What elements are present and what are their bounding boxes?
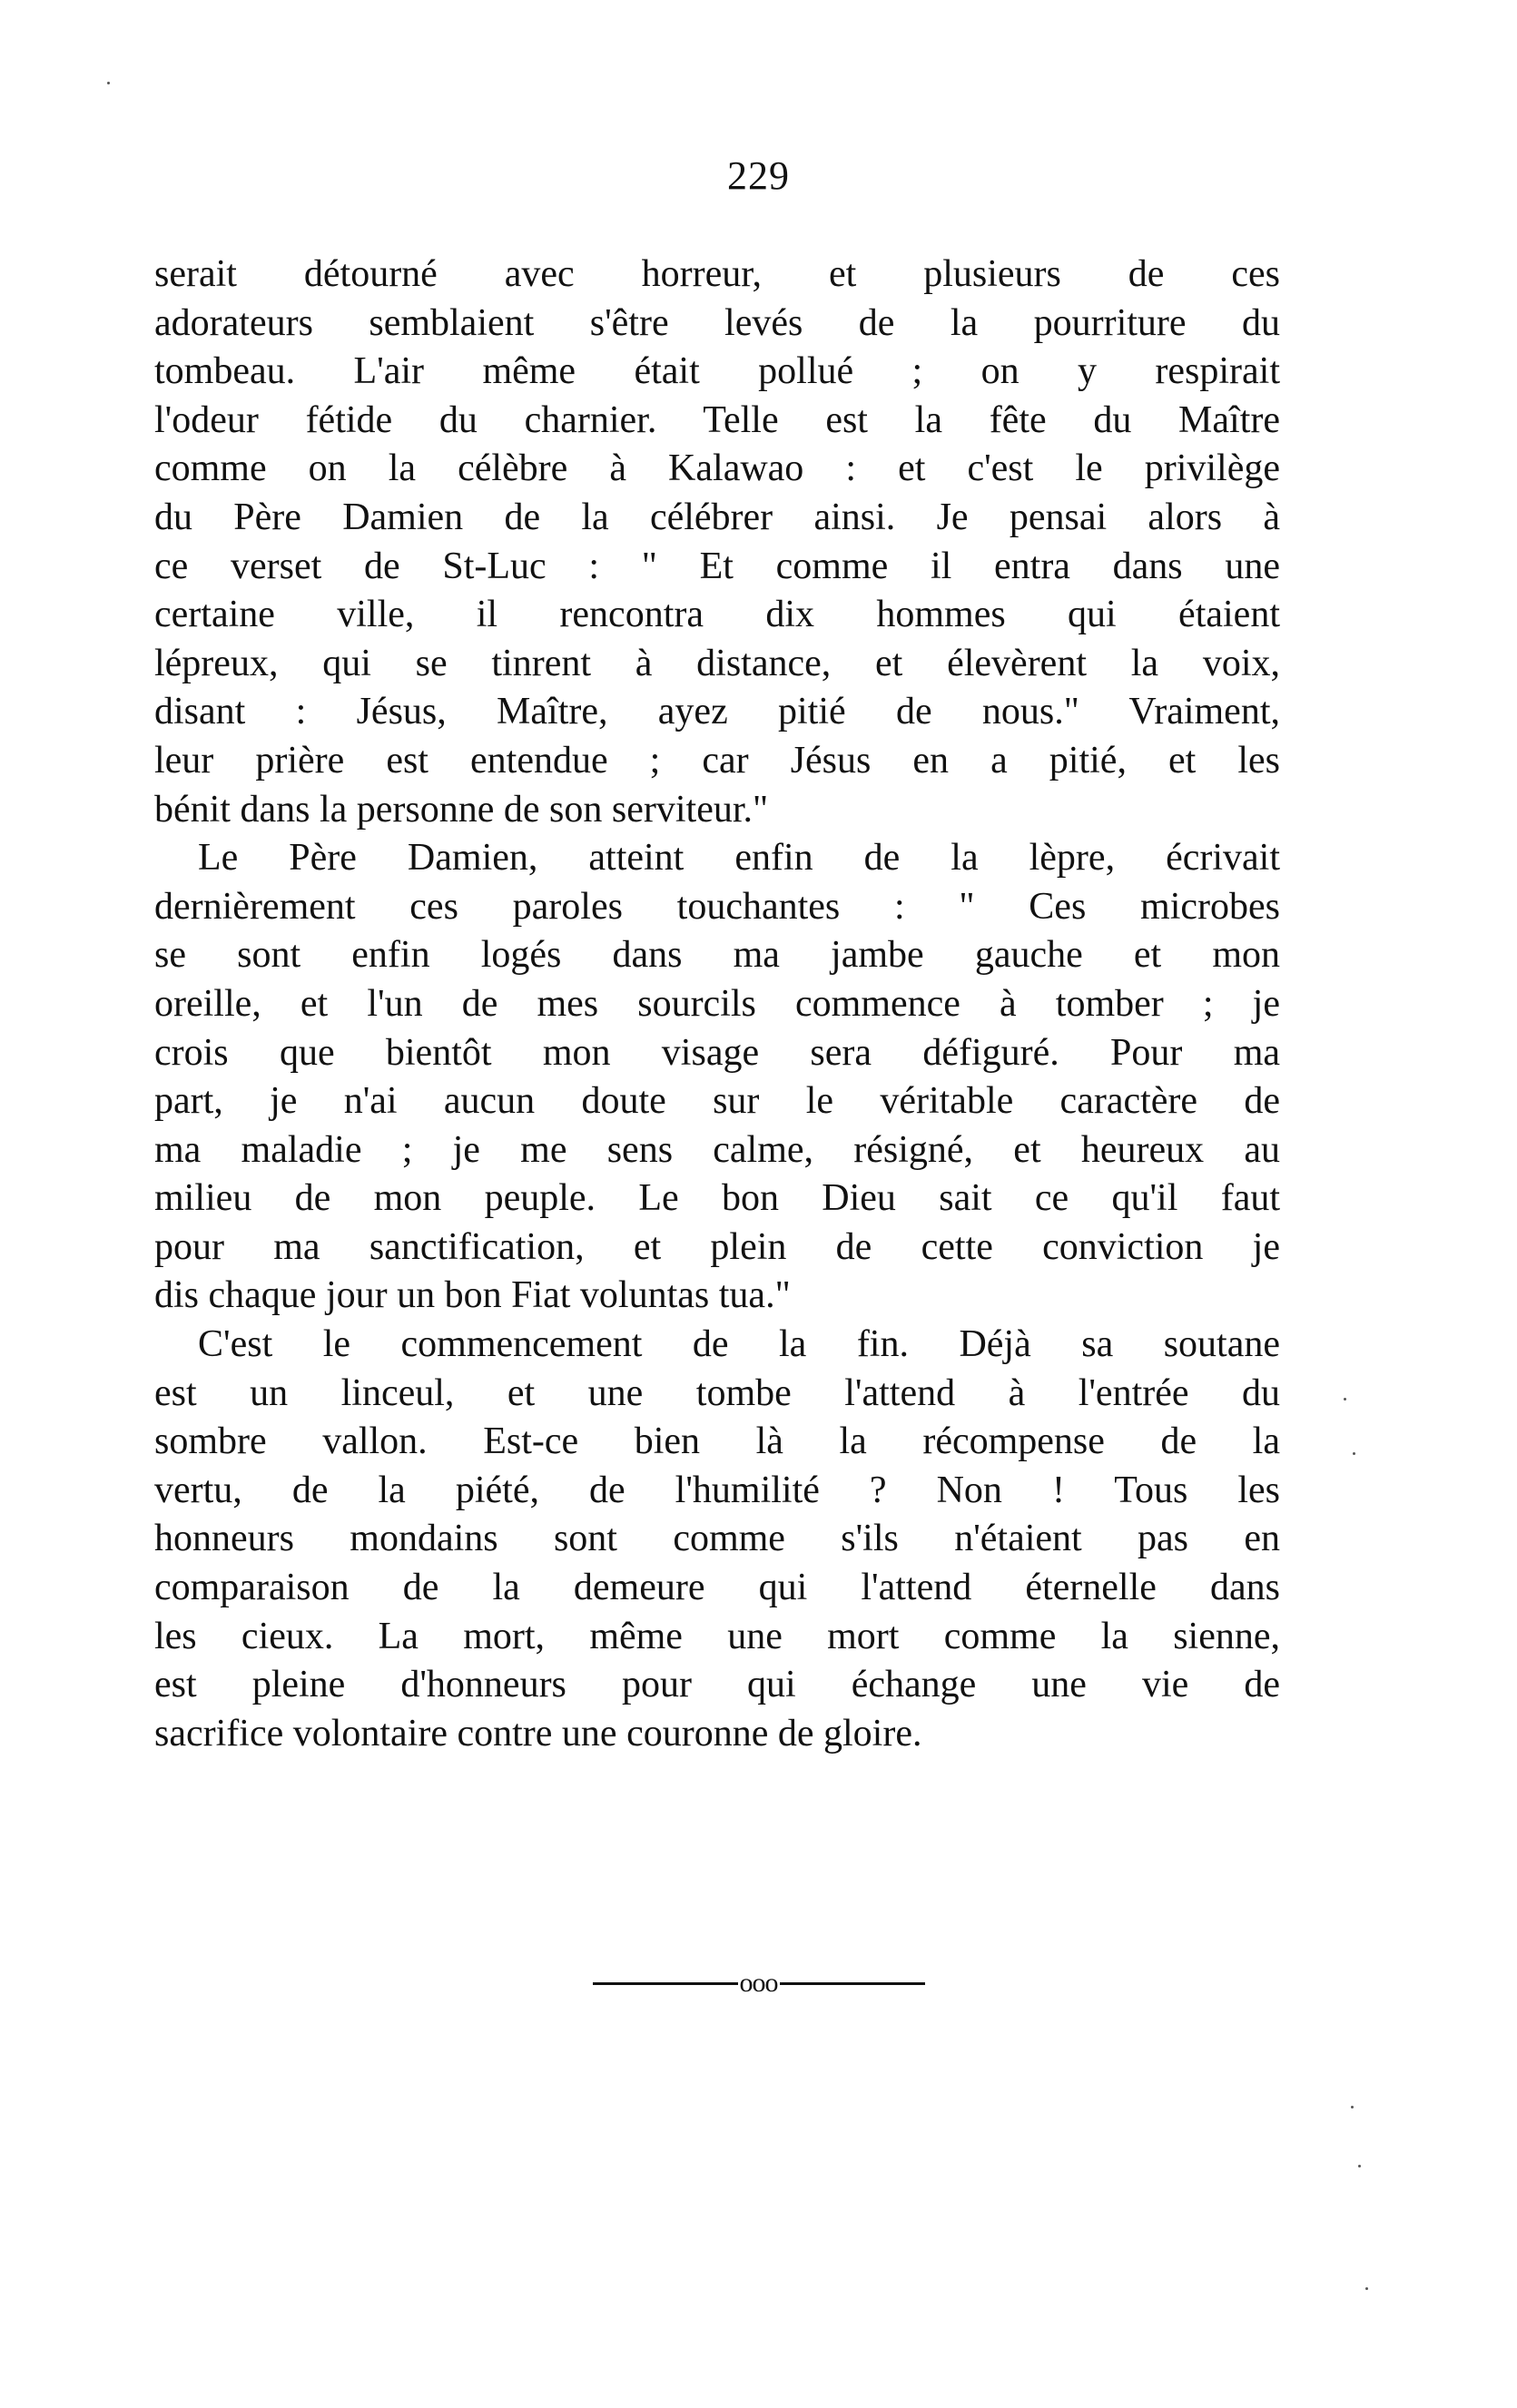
text-line: l'odeur fétide du charnier. Telle est la fête du Maître xyxy=(154,398,1280,441)
text-line: sombre vallon. Est-ce bien là la récompense de la xyxy=(154,1420,1280,1463)
text-line: sacrifice volontaire contre une couronne de gloire. xyxy=(154,1712,922,1754)
text-line: comparaison de la demeure qui l'attend éternelle dans xyxy=(154,1567,1280,1609)
text-line: oreille, et l'un de mes sourcils commence à tomber ; je xyxy=(154,982,1280,1025)
text-line: part, je n'ai aucun doute sur le véritable caractère de xyxy=(154,1080,1280,1123)
paper-speck xyxy=(1365,2287,1368,2290)
text-line: tombeau. L'air même était pollué ; on y respirait xyxy=(154,350,1280,393)
text-line: C'est le commencement de la fin. Déjà sa soutane xyxy=(198,1323,1280,1366)
text-line: les cieux. La mort, même une mort comme la sienne, xyxy=(154,1615,1280,1657)
text-line: lépreux, qui se tinrent à distance, et élevèrent la voix, xyxy=(154,642,1280,684)
page-number: 229 xyxy=(727,153,790,198)
text-line: est un linceul, et une tombe l'attend à l'entrée du xyxy=(154,1371,1280,1414)
text-line: est pleine d'honneurs pour qui échange une vie de xyxy=(154,1664,1280,1706)
text-line: vertu, de la piété, de l'humilité ? Non ! Tous les xyxy=(154,1469,1280,1511)
ornament-mark: ooo xyxy=(739,1968,778,1998)
text-line: serait détourné avec horreur, et plusieurs de ces xyxy=(154,253,1280,295)
text-line: ma maladie ; je me sens calme, résigné, et heureux au xyxy=(154,1128,1280,1171)
text-line: dernièrement ces paroles touchantes : " Ces microbes xyxy=(154,885,1280,928)
text-line: du Père Damien de la célébrer ainsi. Je pensai alors à xyxy=(154,496,1280,538)
text-line: Le Père Damien, atteint enfin de la lèpre, écrivait xyxy=(198,837,1280,880)
ornament-rule-right xyxy=(780,1982,925,1985)
text-line: se sont enfin logés dans ma jambe gauche et mon xyxy=(154,934,1280,977)
paper-speck xyxy=(1353,1452,1355,1455)
ornament-rule-left xyxy=(593,1982,738,1985)
text-line: comme on la célèbre à Kalawao : et c'est le privilège xyxy=(154,447,1280,490)
text-line: ce verset de St-Luc : " Et comme il entra dans une xyxy=(154,545,1280,587)
body-text xyxy=(154,251,1280,1758)
paper-speck xyxy=(1358,2165,1361,2167)
text-line: honneurs mondains sont comme s'ils n'étaient pas en xyxy=(154,1518,1280,1560)
text-line: certaine ville, il rencontra dix hommes qui étaient xyxy=(154,594,1280,636)
text-line: dis chaque jour un bon Fiat voluntas tua." xyxy=(154,1274,791,1317)
text-line: crois que bientôt mon visage sera défiguré. Pour ma xyxy=(154,1031,1280,1074)
text-line: adorateurs semblaient s'être levés de la pourriture du xyxy=(154,301,1280,344)
paper-speck xyxy=(1344,1398,1346,1401)
text-line: pour ma sanctification, et plein de cette conviction je xyxy=(154,1225,1280,1268)
text-line: disant : Jésus, Maître, ayez pitié de nous." Vraiment, xyxy=(154,691,1280,733)
text-line: leur prière est entendue ; car Jésus en a pitié, et les xyxy=(154,739,1280,781)
text-line: milieu de mon peuple. Le bon Dieu sait ce qu'il faut xyxy=(154,1177,1280,1220)
paper-speck xyxy=(107,82,110,84)
paper-speck xyxy=(1351,2106,1354,2108)
text-line: bénit dans la personne de son serviteur." xyxy=(154,788,769,831)
section-ornament xyxy=(0,1970,1517,1997)
